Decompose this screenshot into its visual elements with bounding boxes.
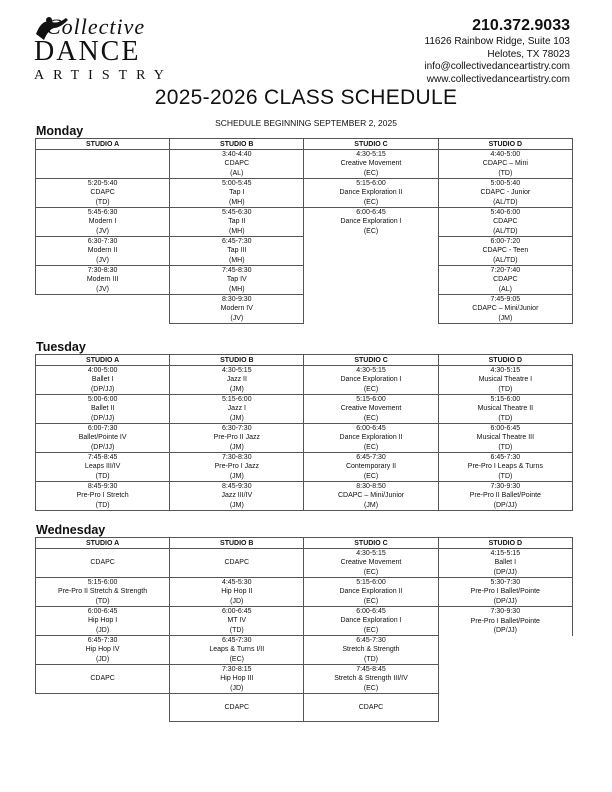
class-cell: 5:15-6:00 Pre-Pro II Stretch & Strength (TD) [36, 578, 170, 607]
class-cell: 5:15-6:00 Dance Exploration II (EC) [304, 178, 438, 207]
class-cell: 6:00-6:45 Dance Exploration I (EC) [304, 207, 438, 236]
page-title: 2025-2026 CLASS SCHEDULE [154, 86, 458, 109]
class-cell: 6:45-7:30 Stretch & Strength (TD) [304, 636, 438, 665]
table-row [36, 549, 573, 578]
class-cell: 6:00-7:20 CDAPC - Teen (AL/TD) [438, 236, 572, 265]
class-cell: 6:45-7:30 Contemporary II (EC) [304, 452, 438, 481]
class-cell: 6:00-6:45 Dance Exploration II (EC) [304, 423, 438, 452]
class-cell: 5:15-6:00 Creative Movement (EC) [304, 394, 438, 423]
class-cell: 5:00-5:40 CDAPC - Junior (AL/TD) [438, 178, 572, 207]
studio-header: STUDIO D [438, 355, 572, 366]
table-row [36, 394, 573, 423]
studio-header: STUDIO A [36, 139, 170, 150]
studio-header: STUDIO D [438, 139, 572, 150]
studio-header: STUDIO C [304, 538, 438, 549]
class-cell: 5:45-6:30 Tap II (MH) [170, 207, 304, 236]
table-row [36, 578, 573, 607]
class-cell: CDAPC [36, 665, 170, 694]
class-cell: CDAPC [170, 694, 304, 722]
logo [32, 14, 182, 83]
table-row [36, 636, 573, 665]
class-cell: CDAPC [170, 549, 304, 578]
address-line-1: 11626 Rainbow Ridge, Suite 103 [424, 36, 570, 47]
class-cell: 6:45-7:30 Hip Hop IV (JD) [36, 636, 170, 665]
header-row [36, 538, 573, 549]
class-cell: 8:45-9:30 Jazz III/IV (JM) [170, 481, 304, 510]
studio-header: STUDIO B [170, 355, 304, 366]
empty-cell [36, 694, 170, 722]
studio-header: STUDIO A [36, 538, 170, 549]
schedule-table-monday [35, 138, 573, 324]
class-cell: 6:00-6:45 Dance Exploration I (EC) [304, 607, 438, 636]
table-row [36, 207, 573, 236]
class-cell: 6:45-7:30 Pre-Pro I Leaps & Turns (TD) [438, 452, 572, 481]
table-row [36, 423, 573, 452]
class-cell: 7:30-9:30 Pre-Pro I Ballet/Pointe (DP/JJ) [438, 607, 572, 636]
logo-sub: ARTISTRY [34, 68, 173, 83]
empty-cell [304, 236, 438, 265]
class-cell: 5:40-6:00 CDAPC (AL/TD) [438, 207, 572, 236]
table-row [36, 481, 573, 510]
table-row [36, 178, 573, 207]
class-cell: 4:30-5:15 Jazz II (JM) [170, 366, 304, 395]
class-cell: 7:20-7:40 CDAPC (AL) [438, 265, 572, 294]
class-cell: 7:30-8:15 Hip Hop III (JD) [170, 665, 304, 694]
class-cell: 3:40-4:40 CDAPC (AL) [170, 150, 304, 179]
studio-header: STUDIO B [170, 538, 304, 549]
class-cell: 6:00-6:45 MT IV (TD) [170, 607, 304, 636]
class-cell: 4:30-5:15 Dance Exploration I (EC) [304, 366, 438, 395]
class-cell: CDAPC [304, 694, 438, 722]
class-cell: 6:00-7:30 Ballet/Pointe IV (DP/JJ) [36, 423, 170, 452]
class-cell: 8:30-9:30 Modern IV (JV) [170, 294, 304, 323]
empty-cell [304, 265, 438, 294]
table-row [36, 236, 573, 265]
table-row [36, 607, 573, 636]
class-cell: 8:45-9:30 Pre-Pro I Stretch (TD) [36, 481, 170, 510]
class-cell: 6:45-7:30 Tap III (MH) [170, 236, 304, 265]
studio-header: STUDIO C [304, 355, 438, 366]
class-cell: 5:30-7:30 Pre-Pro I Ballet/Pointe (DP/JJ) [438, 578, 572, 607]
class-cell: 5:45-6:30 Modern I (JV) [36, 207, 170, 236]
class-cell: 6:45-7:30 Leaps & Turns I/II (EC) [170, 636, 304, 665]
table-row [36, 694, 573, 722]
class-cell: 4:30-5:15 Creative Movement (EC) [304, 150, 438, 179]
class-cell: 6:00-6:45 Musical Theatre III (TD) [438, 423, 572, 452]
empty-cell [438, 694, 572, 722]
class-cell: 4:45-5:30 Hip Hop II (JD) [170, 578, 304, 607]
table-row [36, 265, 573, 294]
class-cell: 4:30-5:15 Musical Theatre I (TD) [438, 366, 572, 395]
schedule-table-wednesday [35, 537, 573, 722]
header-row [36, 355, 573, 366]
class-cell: 5:20-5:40 CDAPC (TD) [36, 178, 170, 207]
class-cell: 5:15-6:00 Dance Exploration II (EC) [304, 578, 438, 607]
website[interactable]: www.collectivedanceartistry.com [426, 73, 570, 85]
studio-header: STUDIO B [170, 139, 304, 150]
class-cell: 5:00-6:00 Ballet II (DP/JJ) [36, 394, 170, 423]
contact-block [424, 16, 570, 86]
header-row [36, 139, 573, 150]
class-cell: 7:45-9:05 CDAPC – Mini/Junior (JM) [438, 294, 572, 323]
studio-header: STUDIO D [438, 538, 572, 549]
class-cell: 7:45-8:45 Leaps III/IV (TD) [36, 452, 170, 481]
empty-cell [438, 665, 572, 694]
class-cell: 7:45-8:30 Tap IV (MH) [170, 265, 304, 294]
schedule-table-tuesday [35, 354, 573, 511]
logo-word: DANCE [34, 36, 141, 67]
class-cell: 7:30-8:30 Pre-Pro I Jazz (JM) [170, 452, 304, 481]
class-cell: 5:15-6:00 Musical Theatre II (TD) [438, 394, 572, 423]
class-cell: 7:30-9:30 Pre-Pro II Ballet/Pointe (DP/JJ) [438, 481, 572, 510]
table-row [36, 366, 573, 395]
class-cell: 7:30-8:30 Modern III (JV) [36, 265, 170, 294]
phone: 210.372.9033 [472, 17, 570, 34]
class-cell: 4:30-5:15 Creative Movement (EC) [304, 549, 438, 578]
class-cell: 5:15-6:00 Jazz I (JM) [170, 394, 304, 423]
day-heading-wednesday: Wednesday [36, 523, 106, 537]
logo-script: Collective [46, 14, 146, 39]
class-cell: 4:40-5:00 CDAPC – Mini (TD) [438, 150, 572, 179]
class-cell: 8:30-8:50 CDAPC – Mini/Junior (JM) [304, 481, 438, 510]
class-cell: 6:30-7:30 Pre-Pro II Jazz (JM) [170, 423, 304, 452]
studio-header: STUDIO C [304, 139, 438, 150]
class-cell: CDAPC [36, 549, 170, 578]
class-cell: 5:00-5:45 Tap I (MH) [170, 178, 304, 207]
table-row [36, 452, 573, 481]
empty-cell [438, 636, 572, 665]
table-row [36, 150, 573, 179]
day-heading-tuesday: Tuesday [36, 340, 86, 354]
class-cell: 6:00-6:45 Hip Hop I (JD) [36, 607, 170, 636]
empty-cell [36, 294, 170, 323]
class-cell: 7:45-8:45 Stretch & Strength III/IV (EC) [304, 665, 438, 694]
table-row [36, 294, 573, 323]
class-cell: 4:15-5:15 Ballet I (DP/JJ) [438, 549, 572, 578]
class-cell: 6:30-7:30 Modern II (JV) [36, 236, 170, 265]
class-cell [36, 150, 170, 179]
class-cell: 4:00-5:00 Ballet I (DP/JJ) [36, 366, 170, 395]
address-line-2: Helotes, TX 78023 [487, 48, 570, 60]
day-heading-monday: Monday [36, 124, 84, 138]
page-subtitle: SCHEDULE BEGINNING SEPTEMBER 2, 2025 [215, 118, 397, 128]
email[interactable]: info@collectivedanceartistry.com [424, 61, 570, 72]
studio-header: STUDIO A [36, 355, 170, 366]
table-row [36, 665, 573, 694]
empty-cell [304, 294, 438, 323]
